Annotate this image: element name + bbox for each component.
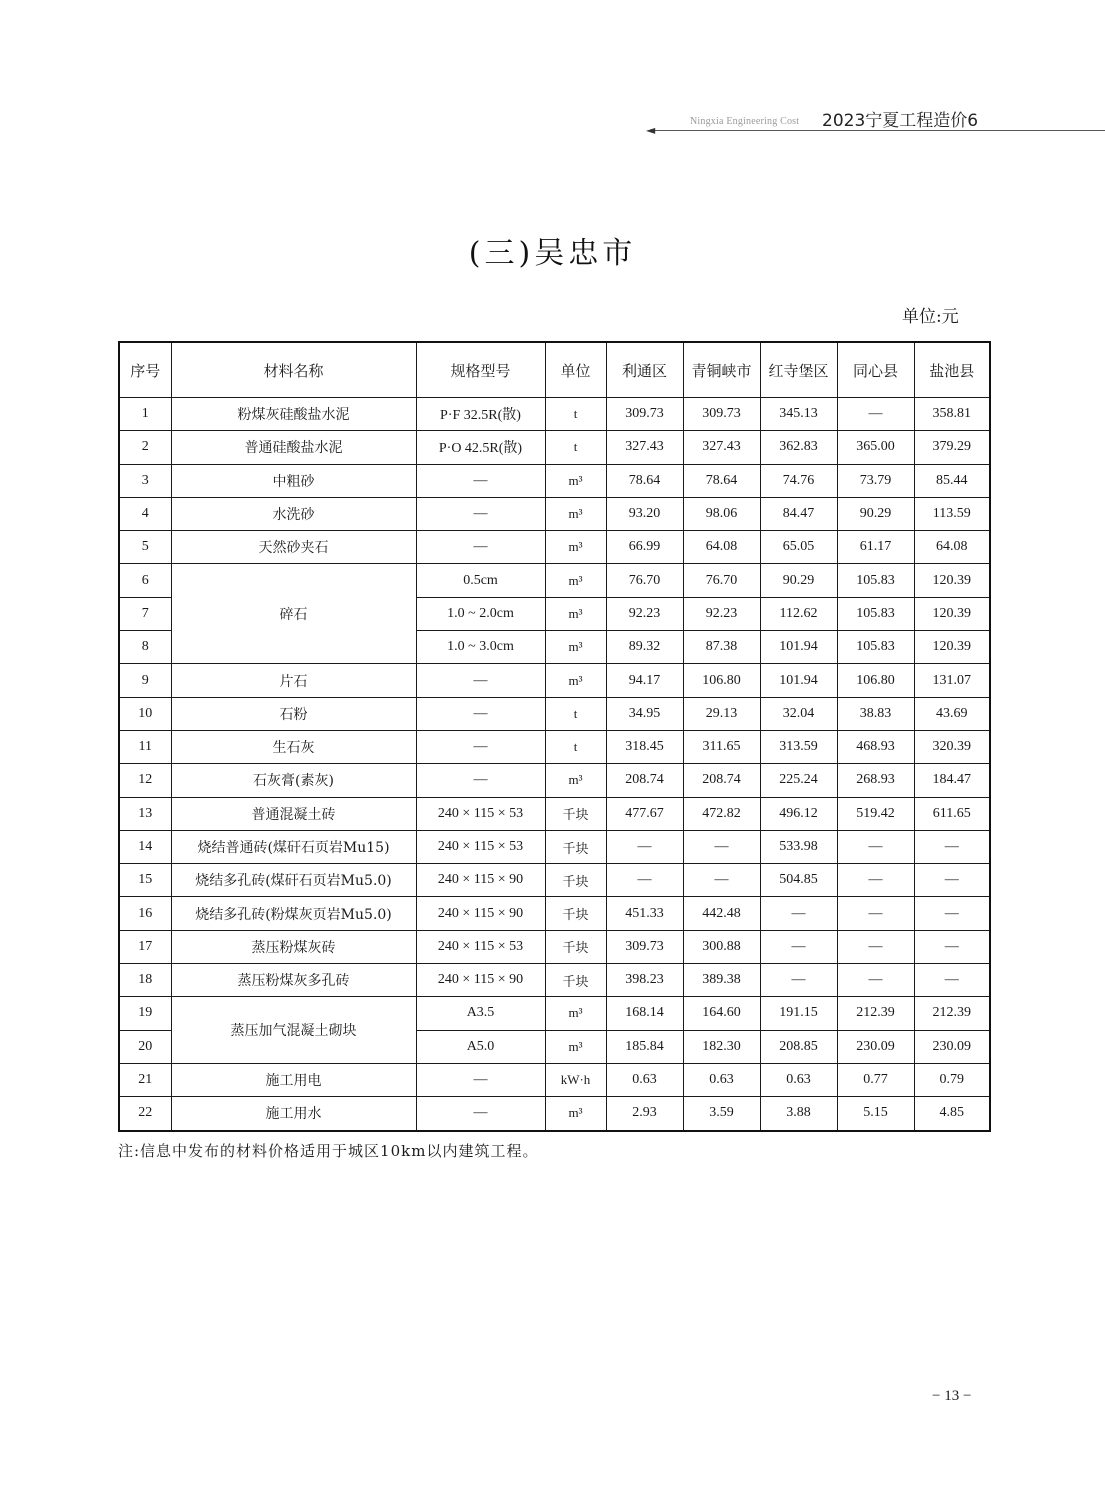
unit-cell: 千块 <box>545 830 606 863</box>
price-cell: 345.13 <box>760 398 837 431</box>
price-cell: 64.08 <box>683 531 760 564</box>
price-cell: 182.30 <box>683 1030 760 1063</box>
column-header: 序号 <box>119 342 171 398</box>
price-cell: — <box>914 897 990 930</box>
price-cell: 212.39 <box>837 997 914 1030</box>
price-cell: 212.39 <box>914 997 990 1030</box>
price-cell: 3.59 <box>683 1097 760 1131</box>
price-cell: 225.24 <box>760 764 837 797</box>
material-name-cell: 烧结多孔砖(粉煤灰页岩Mu5.0) <box>171 897 416 930</box>
unit-cell: 千块 <box>545 897 606 930</box>
unit-cell: m³ <box>545 997 606 1030</box>
price-cell: 398.23 <box>606 964 683 997</box>
spec-cell: — <box>416 764 545 797</box>
spec-cell: 1.0 ~ 3.0cm <box>416 631 545 664</box>
table-body <box>119 398 990 1131</box>
row-number-cell: 8 <box>119 631 171 664</box>
table-row <box>119 564 990 597</box>
unit-cell: m³ <box>545 564 606 597</box>
row-number-cell: 3 <box>119 464 171 497</box>
price-cell: 120.39 <box>914 597 990 630</box>
price-cell: 32.04 <box>760 697 837 730</box>
row-number-cell: 11 <box>119 730 171 763</box>
unit-cell: 千块 <box>545 864 606 897</box>
row-number-cell: 12 <box>119 764 171 797</box>
price-cell: — <box>837 897 914 930</box>
price-cell: — <box>683 864 760 897</box>
spec-cell: — <box>416 464 545 497</box>
unit-cell: t <box>545 398 606 431</box>
price-cell: 3.88 <box>760 1097 837 1131</box>
row-number-cell: 21 <box>119 1063 171 1096</box>
price-cell: — <box>914 864 990 897</box>
price-cell: 5.15 <box>837 1097 914 1131</box>
price-cell: — <box>837 830 914 863</box>
spec-cell: — <box>416 1063 545 1096</box>
price-cell: 105.83 <box>837 597 914 630</box>
row-number-cell: 2 <box>119 431 171 464</box>
price-cell: — <box>683 830 760 863</box>
row-number-cell: 15 <box>119 864 171 897</box>
row-number-cell: 16 <box>119 897 171 930</box>
price-cell: 230.09 <box>837 1030 914 1063</box>
material-name-cell: 石灰膏(素灰) <box>171 764 416 797</box>
price-cell: 92.23 <box>606 597 683 630</box>
spec-cell: 240 × 115 × 90 <box>416 897 545 930</box>
price-cell: 78.64 <box>606 464 683 497</box>
price-cell: — <box>914 964 990 997</box>
price-cell: 184.47 <box>914 764 990 797</box>
row-number-cell: 17 <box>119 930 171 963</box>
unit-cell: t <box>545 730 606 763</box>
price-cell: 477.67 <box>606 797 683 830</box>
table-row <box>119 764 990 797</box>
table-row <box>119 864 990 897</box>
price-cell: 519.42 <box>837 797 914 830</box>
price-cell: — <box>837 930 914 963</box>
price-cell: 64.08 <box>914 531 990 564</box>
price-cell: 300.88 <box>683 930 760 963</box>
material-name-cell: 生石灰 <box>171 730 416 763</box>
material-name-cell: 中粗砂 <box>171 464 416 497</box>
price-cell: 66.99 <box>606 531 683 564</box>
spec-cell: — <box>416 1097 545 1131</box>
spec-cell: 240 × 115 × 90 <box>416 964 545 997</box>
unit-cell: 千块 <box>545 964 606 997</box>
price-cell: — <box>837 964 914 997</box>
price-cell: 106.80 <box>837 664 914 697</box>
price-cell: 451.33 <box>606 897 683 930</box>
price-cell: 611.65 <box>914 797 990 830</box>
spec-cell: — <box>416 531 545 564</box>
unit-label: 单位:元 <box>902 307 959 327</box>
material-name-cell: 碎石 <box>171 564 416 664</box>
price-cell: 101.94 <box>760 631 837 664</box>
price-cell: 98.06 <box>683 497 760 530</box>
spec-cell: P·F 32.5R(散) <box>416 398 545 431</box>
row-number-cell: 19 <box>119 997 171 1030</box>
price-cell: 309.73 <box>606 398 683 431</box>
material-name-cell: 蒸压加气混凝土砌块 <box>171 997 416 1064</box>
price-cell: 120.39 <box>914 564 990 597</box>
price-cell: 533.98 <box>760 830 837 863</box>
table-row <box>119 431 990 464</box>
unit-cell: m³ <box>545 597 606 630</box>
spec-cell: A5.0 <box>416 1030 545 1063</box>
price-cell: 318.45 <box>606 730 683 763</box>
price-cell: 38.83 <box>837 697 914 730</box>
row-number-cell: 10 <box>119 697 171 730</box>
material-name-cell: 粉煤灰硅酸盐水泥 <box>171 398 416 431</box>
price-cell: 94.17 <box>606 664 683 697</box>
price-cell: — <box>606 864 683 897</box>
price-cell: — <box>837 398 914 431</box>
row-number-cell: 6 <box>119 564 171 597</box>
row-number-cell: 5 <box>119 531 171 564</box>
unit-cell: m³ <box>545 464 606 497</box>
footnote: 注:信息中发布的材料价格适用于城区10km以内建筑工程。 <box>118 1142 539 1160</box>
unit-cell: m³ <box>545 1030 606 1063</box>
material-name-cell: 普通混凝土砖 <box>171 797 416 830</box>
spec-cell: 240 × 115 × 90 <box>416 864 545 897</box>
price-cell: 89.32 <box>606 631 683 664</box>
price-cell: 309.73 <box>606 930 683 963</box>
material-name-cell: 普通硅酸盐水泥 <box>171 431 416 464</box>
price-cell: 74.76 <box>760 464 837 497</box>
header-english-title: Ningxia Engineering Cost <box>690 116 800 127</box>
row-number-cell: 13 <box>119 797 171 830</box>
unit-cell: t <box>545 431 606 464</box>
price-cell: 164.60 <box>683 997 760 1030</box>
price-cell: 168.14 <box>606 997 683 1030</box>
unit-cell: m³ <box>545 1097 606 1131</box>
unit-cell: t <box>545 697 606 730</box>
spec-cell: P·O 42.5R(散) <box>416 431 545 464</box>
price-cell: — <box>760 930 837 963</box>
header-chinese-title: 2023宁夏工程造价6 <box>822 111 979 131</box>
unit-cell: m³ <box>545 631 606 664</box>
table-row <box>119 730 990 763</box>
price-cell: — <box>837 864 914 897</box>
price-cell: 90.29 <box>760 564 837 597</box>
price-cell: 34.95 <box>606 697 683 730</box>
spec-cell: — <box>416 664 545 697</box>
price-cell: 113.59 <box>914 497 990 530</box>
price-cell: 468.93 <box>837 730 914 763</box>
price-cell: 78.64 <box>683 464 760 497</box>
row-number-cell: 1 <box>119 398 171 431</box>
price-cell: — <box>914 930 990 963</box>
price-cell: 365.00 <box>837 431 914 464</box>
price-cell: 2.93 <box>606 1097 683 1131</box>
table-row <box>119 664 990 697</box>
price-cell: 0.63 <box>683 1063 760 1096</box>
row-number-cell: 14 <box>119 830 171 863</box>
price-cell: 92.23 <box>683 597 760 630</box>
price-cell: 389.38 <box>683 964 760 997</box>
row-number-cell: 9 <box>119 664 171 697</box>
price-cell: — <box>914 830 990 863</box>
table-row <box>119 997 990 1030</box>
price-cell: — <box>760 897 837 930</box>
spec-cell: — <box>416 497 545 530</box>
material-name-cell: 施工用水 <box>171 1097 416 1131</box>
table-row <box>119 797 990 830</box>
unit-cell: m³ <box>545 664 606 697</box>
price-cell: 268.93 <box>837 764 914 797</box>
price-cell: 379.29 <box>914 431 990 464</box>
column-header: 盐池县 <box>914 342 990 398</box>
material-name-cell: 片石 <box>171 664 416 697</box>
spec-cell: 1.0 ~ 2.0cm <box>416 597 545 630</box>
table-row <box>119 1097 990 1131</box>
price-cell: 90.29 <box>837 497 914 530</box>
column-header: 利通区 <box>606 342 683 398</box>
price-cell: 309.73 <box>683 398 760 431</box>
price-cell: 496.12 <box>760 797 837 830</box>
price-cell: 84.47 <box>760 497 837 530</box>
row-number-cell: 22 <box>119 1097 171 1131</box>
table-row <box>119 1063 990 1096</box>
price-cell: 230.09 <box>914 1030 990 1063</box>
price-cell: 358.81 <box>914 398 990 431</box>
table-row <box>119 830 990 863</box>
material-name-cell: 石粉 <box>171 697 416 730</box>
price-cell: 191.15 <box>760 997 837 1030</box>
price-cell: 106.80 <box>683 664 760 697</box>
material-price-table <box>118 341 991 1132</box>
column-header: 青铜峡市 <box>683 342 760 398</box>
price-cell: 0.63 <box>760 1063 837 1096</box>
unit-cell: 千块 <box>545 797 606 830</box>
material-name-cell: 蒸压粉煤灰砖 <box>171 930 416 963</box>
material-name-cell: 蒸压粉煤灰多孔砖 <box>171 964 416 997</box>
column-header: 同心县 <box>837 342 914 398</box>
spec-cell: 240 × 115 × 53 <box>416 797 545 830</box>
unit-cell: m³ <box>545 531 606 564</box>
table-row <box>119 897 990 930</box>
price-cell: 76.70 <box>683 564 760 597</box>
table-row <box>119 531 990 564</box>
price-cell: 0.79 <box>914 1063 990 1096</box>
price-cell: 105.83 <box>837 564 914 597</box>
table-row <box>119 964 990 997</box>
row-number-cell: 18 <box>119 964 171 997</box>
table-row <box>119 464 990 497</box>
price-cell: 85.44 <box>914 464 990 497</box>
table-row <box>119 697 990 730</box>
spec-cell: 240 × 115 × 53 <box>416 830 545 863</box>
table-row <box>119 398 990 431</box>
price-cell: 0.63 <box>606 1063 683 1096</box>
page-number: − 13 − <box>932 1388 972 1404</box>
price-cell: 93.20 <box>606 497 683 530</box>
price-cell: 313.59 <box>760 730 837 763</box>
spec-cell: — <box>416 730 545 763</box>
price-cell: 208.74 <box>606 764 683 797</box>
price-cell: 327.43 <box>606 431 683 464</box>
price-cell: 472.82 <box>683 797 760 830</box>
price-cell: 65.05 <box>760 531 837 564</box>
column-header: 规格型号 <box>416 342 545 398</box>
price-cell: 208.74 <box>683 764 760 797</box>
material-name-cell: 天然砂夹石 <box>171 531 416 564</box>
column-header: 红寺堡区 <box>760 342 837 398</box>
row-number-cell: 7 <box>119 597 171 630</box>
price-cell: 504.85 <box>760 864 837 897</box>
material-name-cell: 烧结普通砖(煤矸石页岩Mu15) <box>171 830 416 863</box>
spec-cell: A3.5 <box>416 997 545 1030</box>
price-cell: 61.17 <box>837 531 914 564</box>
unit-cell: 千块 <box>545 930 606 963</box>
spec-cell: 0.5cm <box>416 564 545 597</box>
price-cell: 311.65 <box>683 730 760 763</box>
price-cell: 76.70 <box>606 564 683 597</box>
unit-cell: m³ <box>545 497 606 530</box>
column-header: 单位 <box>545 342 606 398</box>
price-cell: 73.79 <box>837 464 914 497</box>
price-cell: 29.13 <box>683 697 760 730</box>
column-header: 材料名称 <box>171 342 416 398</box>
material-name-cell: 烧结多孔砖(煤矸石页岩Mu5.0) <box>171 864 416 897</box>
price-cell: 112.62 <box>760 597 837 630</box>
arrow-left-icon: ◄ <box>646 123 656 137</box>
table-header-row <box>119 342 990 398</box>
price-cell: — <box>606 830 683 863</box>
unit-cell: kW·h <box>545 1063 606 1096</box>
page-title: (三)吴忠市 <box>468 236 637 271</box>
unit-cell: m³ <box>545 764 606 797</box>
price-cell: 362.83 <box>760 431 837 464</box>
material-name-cell: 水洗砂 <box>171 497 416 530</box>
price-cell: 101.94 <box>760 664 837 697</box>
material-name-cell: 施工用电 <box>171 1063 416 1096</box>
price-cell: 105.83 <box>837 631 914 664</box>
spec-cell: 240 × 115 × 53 <box>416 930 545 963</box>
row-number-cell: 20 <box>119 1030 171 1063</box>
price-cell: 87.38 <box>683 631 760 664</box>
table-row <box>119 497 990 530</box>
price-cell: — <box>760 964 837 997</box>
row-number-cell: 4 <box>119 497 171 530</box>
price-cell: 208.85 <box>760 1030 837 1063</box>
table-row <box>119 930 990 963</box>
price-cell: 0.77 <box>837 1063 914 1096</box>
price-cell: 185.84 <box>606 1030 683 1063</box>
price-cell: 327.43 <box>683 431 760 464</box>
price-cell: 4.85 <box>914 1097 990 1131</box>
price-cell: 120.39 <box>914 631 990 664</box>
price-cell: 442.48 <box>683 897 760 930</box>
price-cell: 43.69 <box>914 697 990 730</box>
price-cell: 320.39 <box>914 730 990 763</box>
spec-cell: — <box>416 697 545 730</box>
price-cell: 131.07 <box>914 664 990 697</box>
